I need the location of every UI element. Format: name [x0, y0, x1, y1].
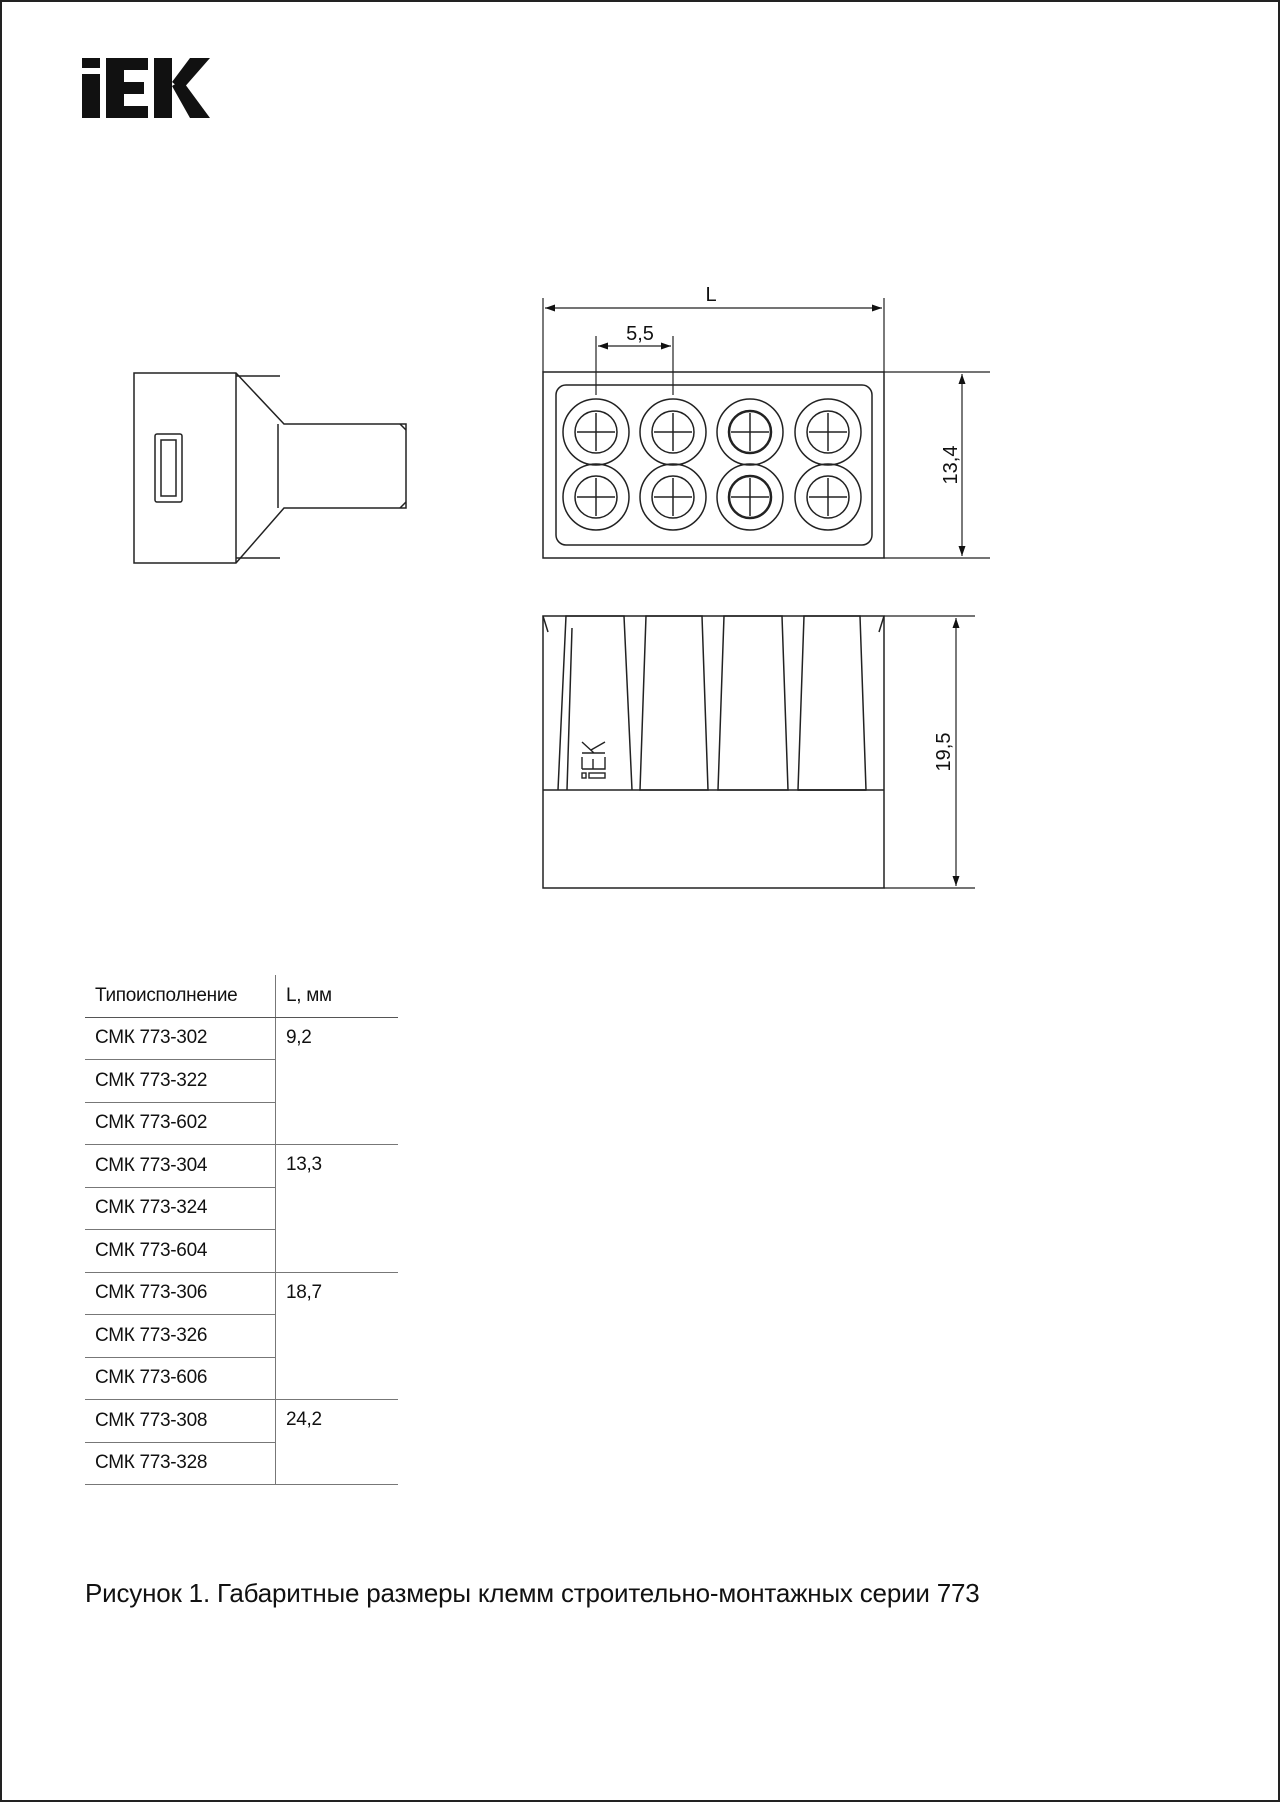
type-code: СМК 773-328: [85, 1442, 276, 1485]
type-code: СМК 773-604: [85, 1230, 276, 1273]
length-value: 9,2: [276, 1017, 399, 1145]
figure-caption: Рисунок 1. Габаритные размеры клемм строительно-монтажных серии 773: [85, 1578, 980, 1608]
dimension-height-label: 19,5: [933, 732, 955, 772]
table-row: [85, 1145, 398, 1188]
table-row: [85, 1272, 398, 1315]
type-code: СМК 773-326: [85, 1315, 276, 1358]
table-row: [85, 1400, 398, 1443]
type-code: СМК 773-324: [85, 1187, 276, 1230]
front-view: [543, 616, 884, 888]
dimension-L: [543, 298, 884, 372]
length-value: 13,3: [276, 1145, 399, 1273]
type-code: СМК 773-308: [85, 1400, 276, 1443]
header-type: Типоисполнение: [85, 975, 276, 1017]
side-view: [134, 373, 406, 563]
length-value: 24,2: [276, 1400, 399, 1485]
type-code: СМК 773-304: [85, 1145, 276, 1188]
dimension-pitch-label: 5,5: [626, 323, 654, 345]
header-length: L, мм: [276, 975, 399, 1017]
table-header-row: [85, 975, 398, 1017]
type-code: СМК 773-306: [85, 1272, 276, 1315]
dimension-L-label: L: [705, 284, 717, 306]
dimension-height: [884, 616, 975, 888]
dimension-width: [884, 372, 990, 558]
type-code: СМК 773-602: [85, 1102, 276, 1145]
table-row: [85, 1017, 398, 1060]
spec-table: [85, 975, 398, 1485]
type-code: СМК 773-302: [85, 1017, 276, 1060]
length-value: 18,7: [276, 1272, 399, 1400]
type-code: СМК 773-606: [85, 1357, 276, 1400]
type-code: СМК 773-322: [85, 1060, 276, 1103]
dimension-width-label: 13,4: [940, 445, 962, 485]
